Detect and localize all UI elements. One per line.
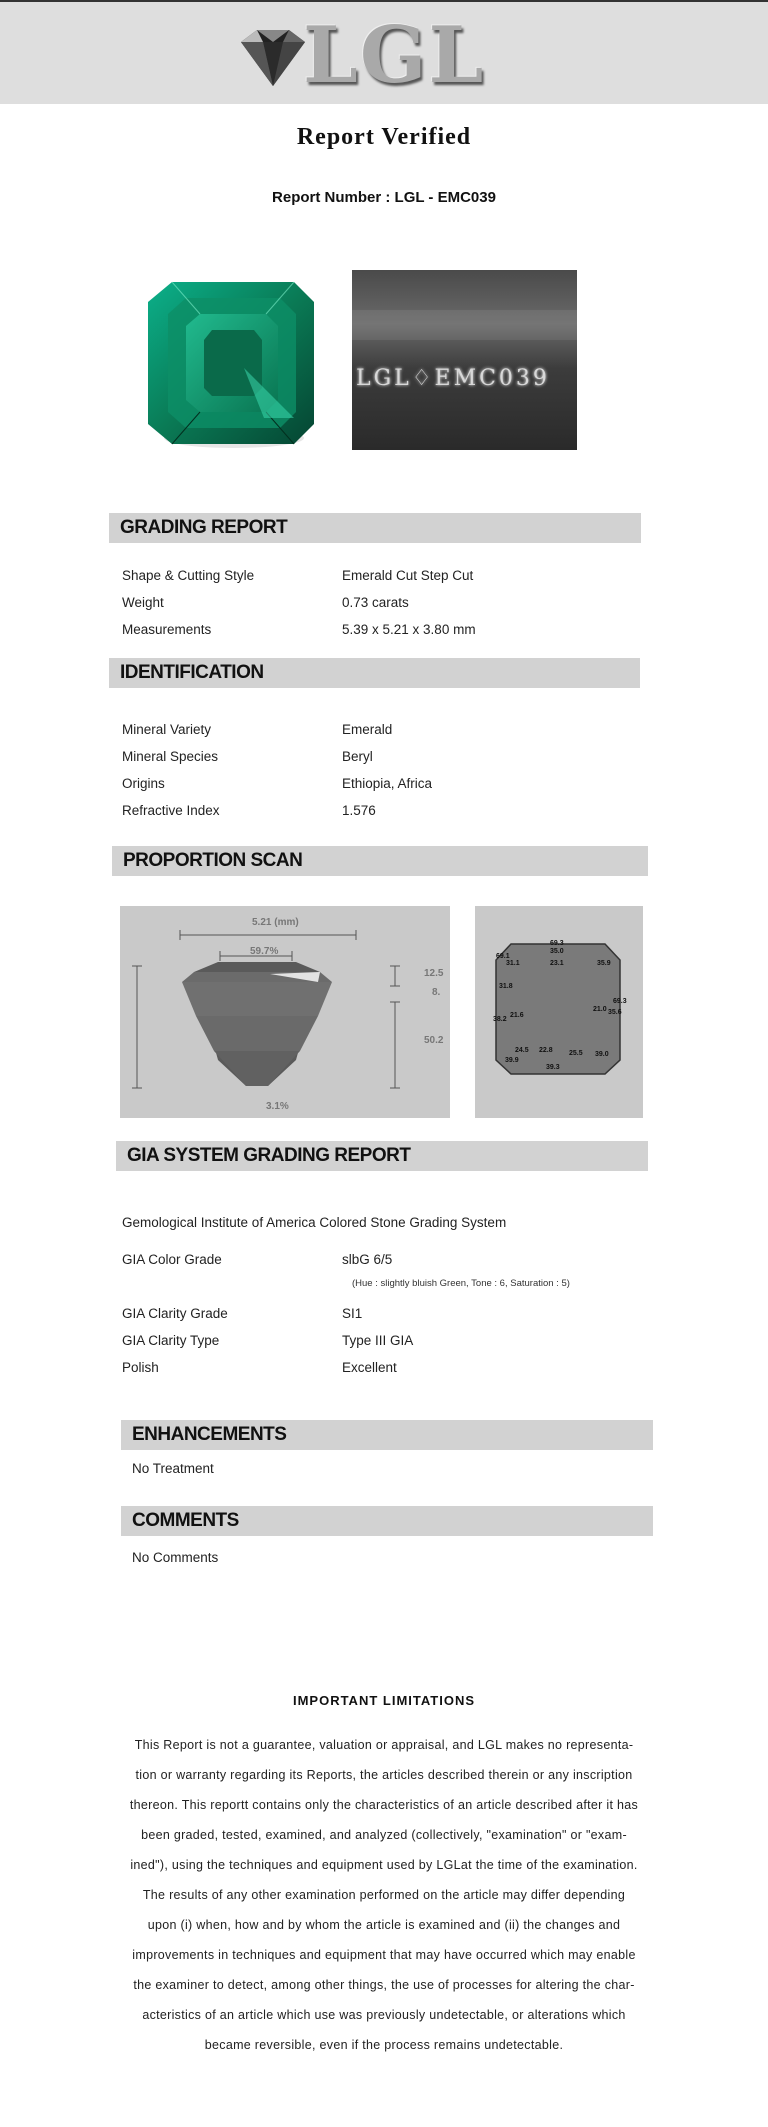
enhancements-header: ENHANCEMENTS	[121, 1420, 653, 1450]
comments-text: No Comments	[132, 1550, 219, 1565]
limitations-line: acteristics of an article which use was previously undetectable, or alterations which	[142, 2008, 626, 2022]
top-value: 22.8	[539, 1047, 553, 1054]
gia-subtitle: Gemological Institute of America Colored Stone Grading System	[122, 1215, 507, 1230]
top-value: 23.1	[550, 960, 564, 967]
inscription-text: LGL♢EMC039	[356, 366, 550, 391]
side-girdle-label: 8.	[432, 987, 441, 998]
top-value: 38.2	[493, 1016, 507, 1023]
top-value: 69.1	[496, 953, 510, 960]
limitations-title: IMPORTANT LIMITATIONS	[292, 1693, 476, 1708]
header-banner	[0, 2, 768, 104]
limitations-line: became reversible, even if the process remains undetectable.	[204, 2038, 564, 2052]
limitations-line: tion or warranty regarding its Reports, the articles described therein or any inscription	[135, 1768, 633, 1782]
top-value: 21.0	[593, 1006, 607, 1013]
limitations-line: ined"), using the techniques and equipment used by LGLat the time of the examination.	[130, 1858, 638, 1872]
proportion-scan-header: PROPORTION SCAN	[112, 846, 648, 876]
top-value: 35.0	[550, 948, 564, 955]
lgl-logo	[233, 10, 493, 101]
gia-color-note: (Hue : slightly bluish Green, Tone : 6, Saturation : 5)	[352, 1278, 570, 1289]
side-table-label: 59.7%	[250, 946, 279, 957]
diamond-icon	[233, 28, 313, 88]
limitations-line: upon (i) when, how and by whom the article is examined and (ii) the changes and	[147, 1918, 621, 1932]
enhancements-text: No Treatment	[132, 1461, 214, 1476]
limitations-line: the examiner to detect, among other things, the use of processes for altering the char-	[133, 1978, 635, 1992]
top-view-panel	[475, 906, 643, 1118]
side-profile-panel	[120, 906, 450, 1118]
side-pavilion-label: 50.2	[424, 1035, 444, 1046]
top-value: 31.8	[499, 983, 513, 990]
top-value: 35.9	[597, 960, 611, 967]
limitations-line: been graded, tested, examined, and analyzed (collectively, "examination" or "exam-	[141, 1828, 627, 1842]
limitations-line: improvements in techniques and equipment that may have occurred which may enable	[132, 1948, 636, 1962]
top-value: 31.1	[506, 960, 520, 967]
side-width-label: 5.21 (mm)	[252, 917, 299, 928]
logo-text: LGL	[303, 10, 486, 101]
inscription-photo	[352, 270, 577, 450]
limitations-line: This Report is not a guarantee, valuation or appraisal, and LGL makes no representa-	[134, 1738, 634, 1752]
identification-header: IDENTIFICATION	[109, 658, 640, 688]
limitations-line: The results of any other examination performed on the article may differ depending	[142, 1888, 626, 1902]
top-value: 25.5	[569, 1050, 583, 1057]
grading-report-header: GRADING REPORT	[109, 513, 641, 543]
gia-system-header: GIA SYSTEM GRADING REPORT	[116, 1141, 648, 1171]
top-value: 21.6	[510, 1012, 524, 1019]
top-value: 39.3	[546, 1064, 560, 1071]
top-value: 39.9	[505, 1057, 519, 1064]
side-culet-label: 3.1%	[266, 1101, 289, 1112]
report-number: Report Number : LGL - EMC039	[272, 189, 496, 206]
comments-header: COMMENTS	[121, 1506, 653, 1536]
top-value: 69.3	[550, 940, 564, 947]
limitations-line: thereon. This reportt contains only the characteristics of an article described after it has	[129, 1798, 639, 1812]
side-crown-label: 12.5	[424, 968, 444, 979]
top-value: 24.5	[515, 1047, 529, 1054]
top-value: 69.3	[613, 998, 627, 1005]
top-value: 35.6	[608, 1009, 622, 1016]
page-title: Report Verified	[296, 124, 472, 150]
emerald-photo	[134, 268, 327, 458]
top-value: 39.0	[595, 1051, 609, 1058]
